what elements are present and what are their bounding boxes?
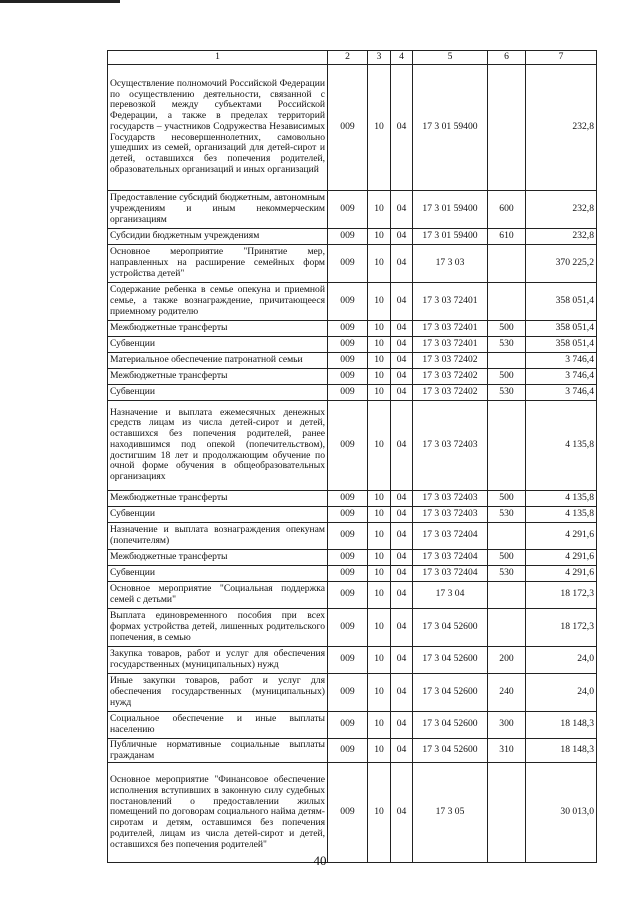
table-row	[108, 711, 597, 738]
row-amount: 358 051,4	[526, 336, 597, 352]
row-target-article: 17 3 03 72404	[413, 549, 488, 565]
row-grbs: 009	[328, 228, 368, 244]
row-amount: 30 013,0	[526, 763, 597, 863]
row-target-article: 17 3 04 52600	[413, 646, 488, 673]
row-expense-type	[488, 244, 526, 282]
row-amount: 24,0	[526, 673, 597, 711]
row-name: Субвенции	[108, 506, 328, 522]
row-grbs: 009	[328, 490, 368, 506]
row-section: 10	[368, 549, 391, 565]
row-name: Содержание ребенка в семье опекуна и приемной семье, а также вознаграждение, причитающееся приемному родителю	[108, 282, 328, 320]
table-row	[108, 352, 597, 368]
row-grbs: 009	[328, 711, 368, 738]
row-name: Назначение и выплата ежемесячных денежных средств лицам из числа детей-сирот и детей, оставшихся без попечения родителей, ранее находившимся под опекой (попечительством), достигшим 18 лет и продолжающим обучение по очной форме обучения в общеобразовательных организациях	[108, 400, 328, 490]
header-row	[108, 51, 597, 65]
row-name: Межбюджетные трансферты	[108, 368, 328, 384]
row-target-article: 17 3 03 72403	[413, 490, 488, 506]
row-target-article: 17 3 03 72401	[413, 336, 488, 352]
row-section: 10	[368, 336, 391, 352]
row-grbs: 009	[328, 549, 368, 565]
row-amount: 24,0	[526, 646, 597, 673]
scan-mark	[0, 0, 120, 3]
row-name: Предоставление субсидий бюджетным, автономным учреждениям и иным некоммерческим организациям	[108, 190, 328, 228]
row-subsection: 04	[391, 608, 413, 646]
row-subsection: 04	[391, 549, 413, 565]
row-section: 10	[368, 368, 391, 384]
row-target-article: 17 3 04 52600	[413, 711, 488, 738]
row-expense-type: 240	[488, 673, 526, 711]
row-grbs: 009	[328, 244, 368, 282]
row-subsection: 04	[391, 506, 413, 522]
row-grbs: 009	[328, 352, 368, 368]
row-amount: 4 291,6	[526, 565, 597, 581]
row-amount: 4 291,6	[526, 522, 597, 549]
row-name: Основное мероприятие "Социальная поддержка семей с детьми"	[108, 581, 328, 608]
row-expense-type: 610	[488, 228, 526, 244]
row-subsection: 04	[391, 738, 413, 763]
column-header: 3	[368, 51, 391, 65]
row-target-article: 17 3 03 72402	[413, 352, 488, 368]
row-subsection: 04	[391, 190, 413, 228]
row-section: 10	[368, 228, 391, 244]
row-grbs: 009	[328, 190, 368, 228]
row-section: 10	[368, 64, 391, 190]
row-section: 10	[368, 608, 391, 646]
table-row	[108, 522, 597, 549]
row-expense-type	[488, 522, 526, 549]
row-target-article: 17 3 03 72401	[413, 282, 488, 320]
row-grbs: 009	[328, 368, 368, 384]
row-subsection: 04	[391, 565, 413, 581]
row-subsection: 04	[391, 336, 413, 352]
row-name: Закупка товаров, работ и услуг для обеспечения государственных (муниципальных) нужд	[108, 646, 328, 673]
row-name: Осуществление полномочий Российской Федерации по осуществлению деятельности, связанной с перевозкой между субъектами Российской Федерации, а также в пределах территорий государств – участников Содружества Независимых Государств несовершеннолетних, самовольно ушедших из семей, организаций для детей-сирот и детей, оставшихся без попечения родителей, образовательных организаций и иных организаций	[108, 64, 328, 190]
row-section: 10	[368, 384, 391, 400]
table-row	[108, 565, 597, 581]
row-expense-type: 530	[488, 506, 526, 522]
row-grbs: 009	[328, 763, 368, 863]
table-row	[108, 549, 597, 565]
row-name: Социальное обеспечение и иные выплаты населению	[108, 711, 328, 738]
row-section: 10	[368, 565, 391, 581]
row-grbs: 009	[328, 565, 368, 581]
column-header: 4	[391, 51, 413, 65]
row-expense-type	[488, 581, 526, 608]
row-amount: 18 172,3	[526, 608, 597, 646]
row-expense-type: 200	[488, 646, 526, 673]
row-name: Иные закупки товаров, работ и услуг для обеспечения государственных (муниципальных) нужд	[108, 673, 328, 711]
table-row	[108, 384, 597, 400]
row-subsection: 04	[391, 352, 413, 368]
row-name: Межбюджетные трансферты	[108, 490, 328, 506]
row-target-article: 17 3 04 52600	[413, 738, 488, 763]
row-target-article: 17 3 03 72401	[413, 320, 488, 336]
row-grbs: 009	[328, 738, 368, 763]
table-row	[108, 646, 597, 673]
row-amount: 232,8	[526, 190, 597, 228]
row-grbs: 009	[328, 64, 368, 190]
row-target-article: 17 3 03 72404	[413, 522, 488, 549]
row-expense-type	[488, 400, 526, 490]
row-grbs: 009	[328, 522, 368, 549]
row-amount: 18 148,3	[526, 738, 597, 763]
table-row	[108, 320, 597, 336]
table-row	[108, 228, 597, 244]
table-row	[108, 490, 597, 506]
row-section: 10	[368, 352, 391, 368]
budget-table	[107, 50, 597, 863]
row-name: Субсидии бюджетным учреждениям	[108, 228, 328, 244]
row-expense-type: 530	[488, 565, 526, 581]
row-section: 10	[368, 738, 391, 763]
row-subsection: 04	[391, 763, 413, 863]
table-row	[108, 400, 597, 490]
row-amount: 358 051,4	[526, 282, 597, 320]
row-expense-type: 530	[488, 384, 526, 400]
row-grbs: 009	[328, 673, 368, 711]
row-name: Публичные нормативные социальные выплаты гражданам	[108, 738, 328, 763]
row-expense-type	[488, 763, 526, 863]
row-expense-type	[488, 352, 526, 368]
column-header: 1	[108, 51, 328, 65]
table-row	[108, 673, 597, 711]
row-expense-type: 500	[488, 368, 526, 384]
row-subsection: 04	[391, 368, 413, 384]
row-name: Субвенции	[108, 565, 328, 581]
row-amount: 232,8	[526, 228, 597, 244]
row-grbs: 009	[328, 320, 368, 336]
row-amount: 3 746,4	[526, 384, 597, 400]
table-row	[108, 581, 597, 608]
row-section: 10	[368, 244, 391, 282]
row-target-article: 17 3 04	[413, 581, 488, 608]
row-name: Межбюджетные трансферты	[108, 320, 328, 336]
row-subsection: 04	[391, 228, 413, 244]
row-subsection: 04	[391, 711, 413, 738]
row-expense-type: 530	[488, 336, 526, 352]
row-expense-type	[488, 282, 526, 320]
row-amount: 18 148,3	[526, 711, 597, 738]
table-row	[108, 738, 597, 763]
row-section: 10	[368, 646, 391, 673]
row-grbs: 009	[328, 646, 368, 673]
row-section: 10	[368, 506, 391, 522]
row-amount: 18 172,3	[526, 581, 597, 608]
row-amount: 358 051,4	[526, 320, 597, 336]
row-amount: 3 746,4	[526, 352, 597, 368]
row-amount: 4 135,8	[526, 490, 597, 506]
row-name: Основное мероприятие "Принятие мер, направленных на расширение семейных форм устройства детей"	[108, 244, 328, 282]
row-expense-type: 300	[488, 711, 526, 738]
table-row	[108, 763, 597, 863]
table-row	[108, 368, 597, 384]
row-subsection: 04	[391, 490, 413, 506]
row-name: Основное мероприятие "Финансовое обеспечение исполнения вступивших в законную силу судебных постановлений о предоставлении жилых помещений по договорам социального найма детям-сиротам и детям, оставшимся без попечения родителей, лицам из числа детей-сирот и детей, оставшихся без попечения родителей"	[108, 763, 328, 863]
row-section: 10	[368, 400, 391, 490]
row-name: Межбюджетные трансферты	[108, 549, 328, 565]
row-expense-type: 600	[488, 190, 526, 228]
column-header: 6	[488, 51, 526, 65]
table-row	[108, 190, 597, 228]
table-row	[108, 244, 597, 282]
row-target-article: 17 3 03 72403	[413, 506, 488, 522]
row-target-article: 17 3 04 52600	[413, 608, 488, 646]
row-amount: 4 291,6	[526, 549, 597, 565]
row-subsection: 04	[391, 384, 413, 400]
row-name: Назначение и выплата вознаграждения опекунам (попечителям)	[108, 522, 328, 549]
row-subsection: 04	[391, 673, 413, 711]
row-target-article: 17 3 04 52600	[413, 673, 488, 711]
row-name: Субвенции	[108, 336, 328, 352]
row-amount: 3 746,4	[526, 368, 597, 384]
table-row	[108, 282, 597, 320]
row-target-article: 17 3 01 59400	[413, 64, 488, 190]
row-expense-type: 500	[488, 320, 526, 336]
row-expense-type	[488, 608, 526, 646]
row-name: Субвенции	[108, 384, 328, 400]
column-header: 7	[526, 51, 597, 65]
row-target-article: 17 3 03 72403	[413, 400, 488, 490]
row-subsection: 04	[391, 64, 413, 190]
row-subsection: 04	[391, 244, 413, 282]
row-section: 10	[368, 320, 391, 336]
row-subsection: 04	[391, 522, 413, 549]
row-subsection: 04	[391, 581, 413, 608]
row-grbs: 009	[328, 282, 368, 320]
row-grbs: 009	[328, 400, 368, 490]
row-subsection: 04	[391, 646, 413, 673]
table-row	[108, 336, 597, 352]
table-row	[108, 608, 597, 646]
row-target-article: 17 3 01 59400	[413, 228, 488, 244]
row-amount: 370 225,2	[526, 244, 597, 282]
row-subsection: 04	[391, 282, 413, 320]
row-grbs: 009	[328, 608, 368, 646]
row-section: 10	[368, 763, 391, 863]
row-expense-type: 500	[488, 549, 526, 565]
row-grbs: 009	[328, 581, 368, 608]
row-subsection: 04	[391, 320, 413, 336]
row-name: Материальное обеспечение патронатной семьи	[108, 352, 328, 368]
row-amount: 4 135,8	[526, 400, 597, 490]
row-section: 10	[368, 282, 391, 320]
row-target-article: 17 3 03 72404	[413, 565, 488, 581]
table-row	[108, 64, 597, 190]
row-section: 10	[368, 673, 391, 711]
row-target-article: 17 3 03 72402	[413, 384, 488, 400]
row-section: 10	[368, 190, 391, 228]
column-header: 5	[413, 51, 488, 65]
row-section: 10	[368, 490, 391, 506]
row-grbs: 009	[328, 506, 368, 522]
row-section: 10	[368, 581, 391, 608]
column-header: 2	[328, 51, 368, 65]
row-expense-type: 310	[488, 738, 526, 763]
row-subsection: 04	[391, 400, 413, 490]
row-expense-type	[488, 64, 526, 190]
row-section: 10	[368, 711, 391, 738]
row-target-article: 17 3 05	[413, 763, 488, 863]
row-section: 10	[368, 522, 391, 549]
row-amount: 232,8	[526, 64, 597, 190]
row-name: Выплата единовременного пособия при всех формах устройства детей, лишенных родительского попечения, в семью	[108, 608, 328, 646]
row-expense-type: 500	[488, 490, 526, 506]
row-target-article: 17 3 03 72402	[413, 368, 488, 384]
table-row	[108, 506, 597, 522]
row-amount: 4 135,8	[526, 506, 597, 522]
page-number: 40	[313, 853, 327, 868]
row-grbs: 009	[328, 384, 368, 400]
row-grbs: 009	[328, 336, 368, 352]
row-target-article: 17 3 03	[413, 244, 488, 282]
row-target-article: 17 3 01 59400	[413, 190, 488, 228]
